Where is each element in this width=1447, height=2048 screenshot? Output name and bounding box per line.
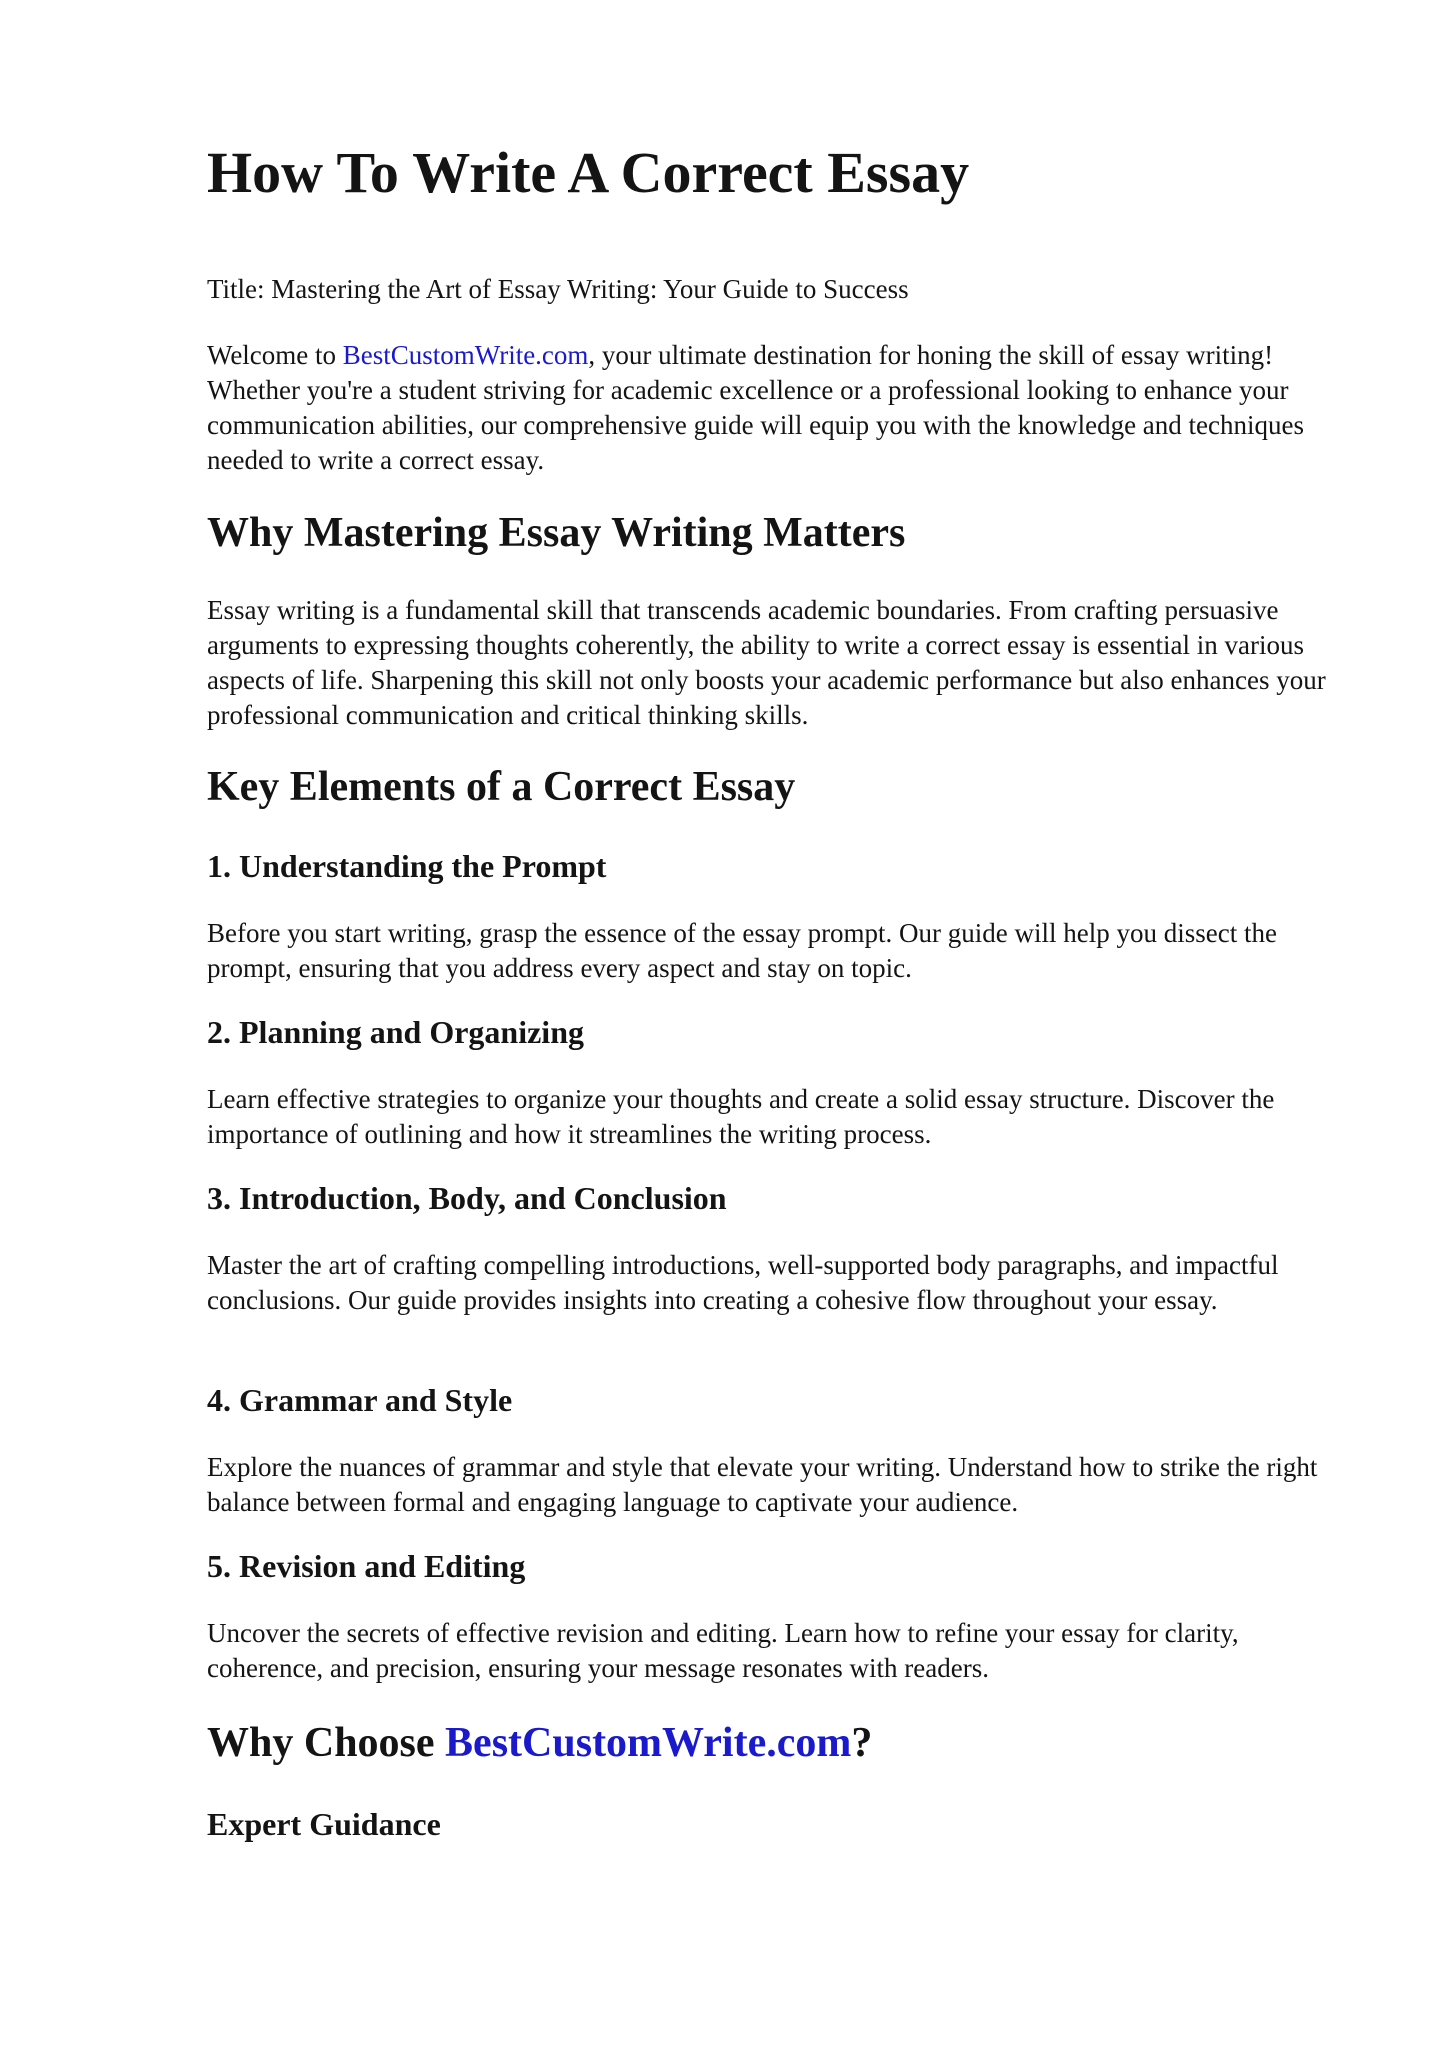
why-mastering-paragraph: Essay writing is a fundamental skill that transcends academic boundaries. From crafting persuasive arguments to expressing thoughts coherently, the ability to write a correct essay is essential in various aspects of life. Sharpening this skill not only boosts your academic performance but also enhances your professional communication and critical thinking skills. [207, 595, 1326, 730]
intro-text-before: Welcome to [207, 340, 343, 370]
subheading-understanding-prompt: 1. Understanding the Prompt [207, 848, 607, 884]
intro-body-conclusion-paragraph: Master the art of crafting compelling introductions, well-supported body paragraphs, and impactful conclusions. Our guide provides insights into creating a cohesive flow throughout your essay. [207, 1250, 1279, 1315]
revision-editing-paragraph: Uncover the secrets of effective revision and editing. Learn how to refine your essay for clarity, coherence, and precision, ensuring your message resonates with readers. [207, 1618, 1239, 1683]
section-heading-why-choose [207, 1718, 872, 1768]
understanding-prompt-paragraph: Before you start writing, grasp the essence of the essay prompt. Our guide will help you dissect the prompt, ensuring that you address every aspect and stay on topic. [207, 918, 1277, 983]
page-title: How To Write A Correct Essay [207, 140, 970, 205]
subheading-intro-body-conclusion: 3. Introduction, Body, and Conclusion [207, 1180, 727, 1216]
subheading-expert-guidance: Expert Guidance [207, 1806, 441, 1842]
intro-site-link[interactable]: BestCustomWrite.com [342, 340, 589, 370]
why-choose-text: Why Choose [207, 1720, 446, 1766]
subheading-grammar-style: 4. Grammar and Style [207, 1382, 513, 1418]
intro-paragraph [207, 338, 1337, 478]
why-choose-site-link[interactable]: BestCustomWrite.com [445, 1720, 852, 1766]
subtitle-line: Title: Mastering the Art of Essay Writing: Your Guide to Success [207, 274, 909, 304]
why-choose-question-mark: ? [851, 1720, 873, 1766]
intro-text-after: , your ultimate destination for honing the skill of essay writing! Whether you're a student striving for academic excellence or a professional looking to enhance your communication abilities, our comprehensive guide will equip you with the knowledge and techniques needed to write a correct essay. [207, 340, 1304, 475]
grammar-style-paragraph: Explore the nuances of grammar and style that elevate your writing. Understand how to strike the right balance between formal and engaging language to captivate your audience. [207, 1452, 1318, 1517]
planning-organizing-paragraph: Learn effective strategies to organize your thoughts and create a solid essay structure. Discover the importance of outlining and how it streamlines the writing process. [207, 1084, 1275, 1149]
subheading-revision-editing: 5. Revision and Editing [207, 1548, 526, 1584]
section-heading-why-mastering: Why Mastering Essay Writing Matters [207, 510, 906, 556]
subheading-planning-organizing: 2. Planning and Organizing [207, 1014, 584, 1050]
section-heading-key-elements: Key Elements of a Correct Essay [207, 764, 796, 810]
